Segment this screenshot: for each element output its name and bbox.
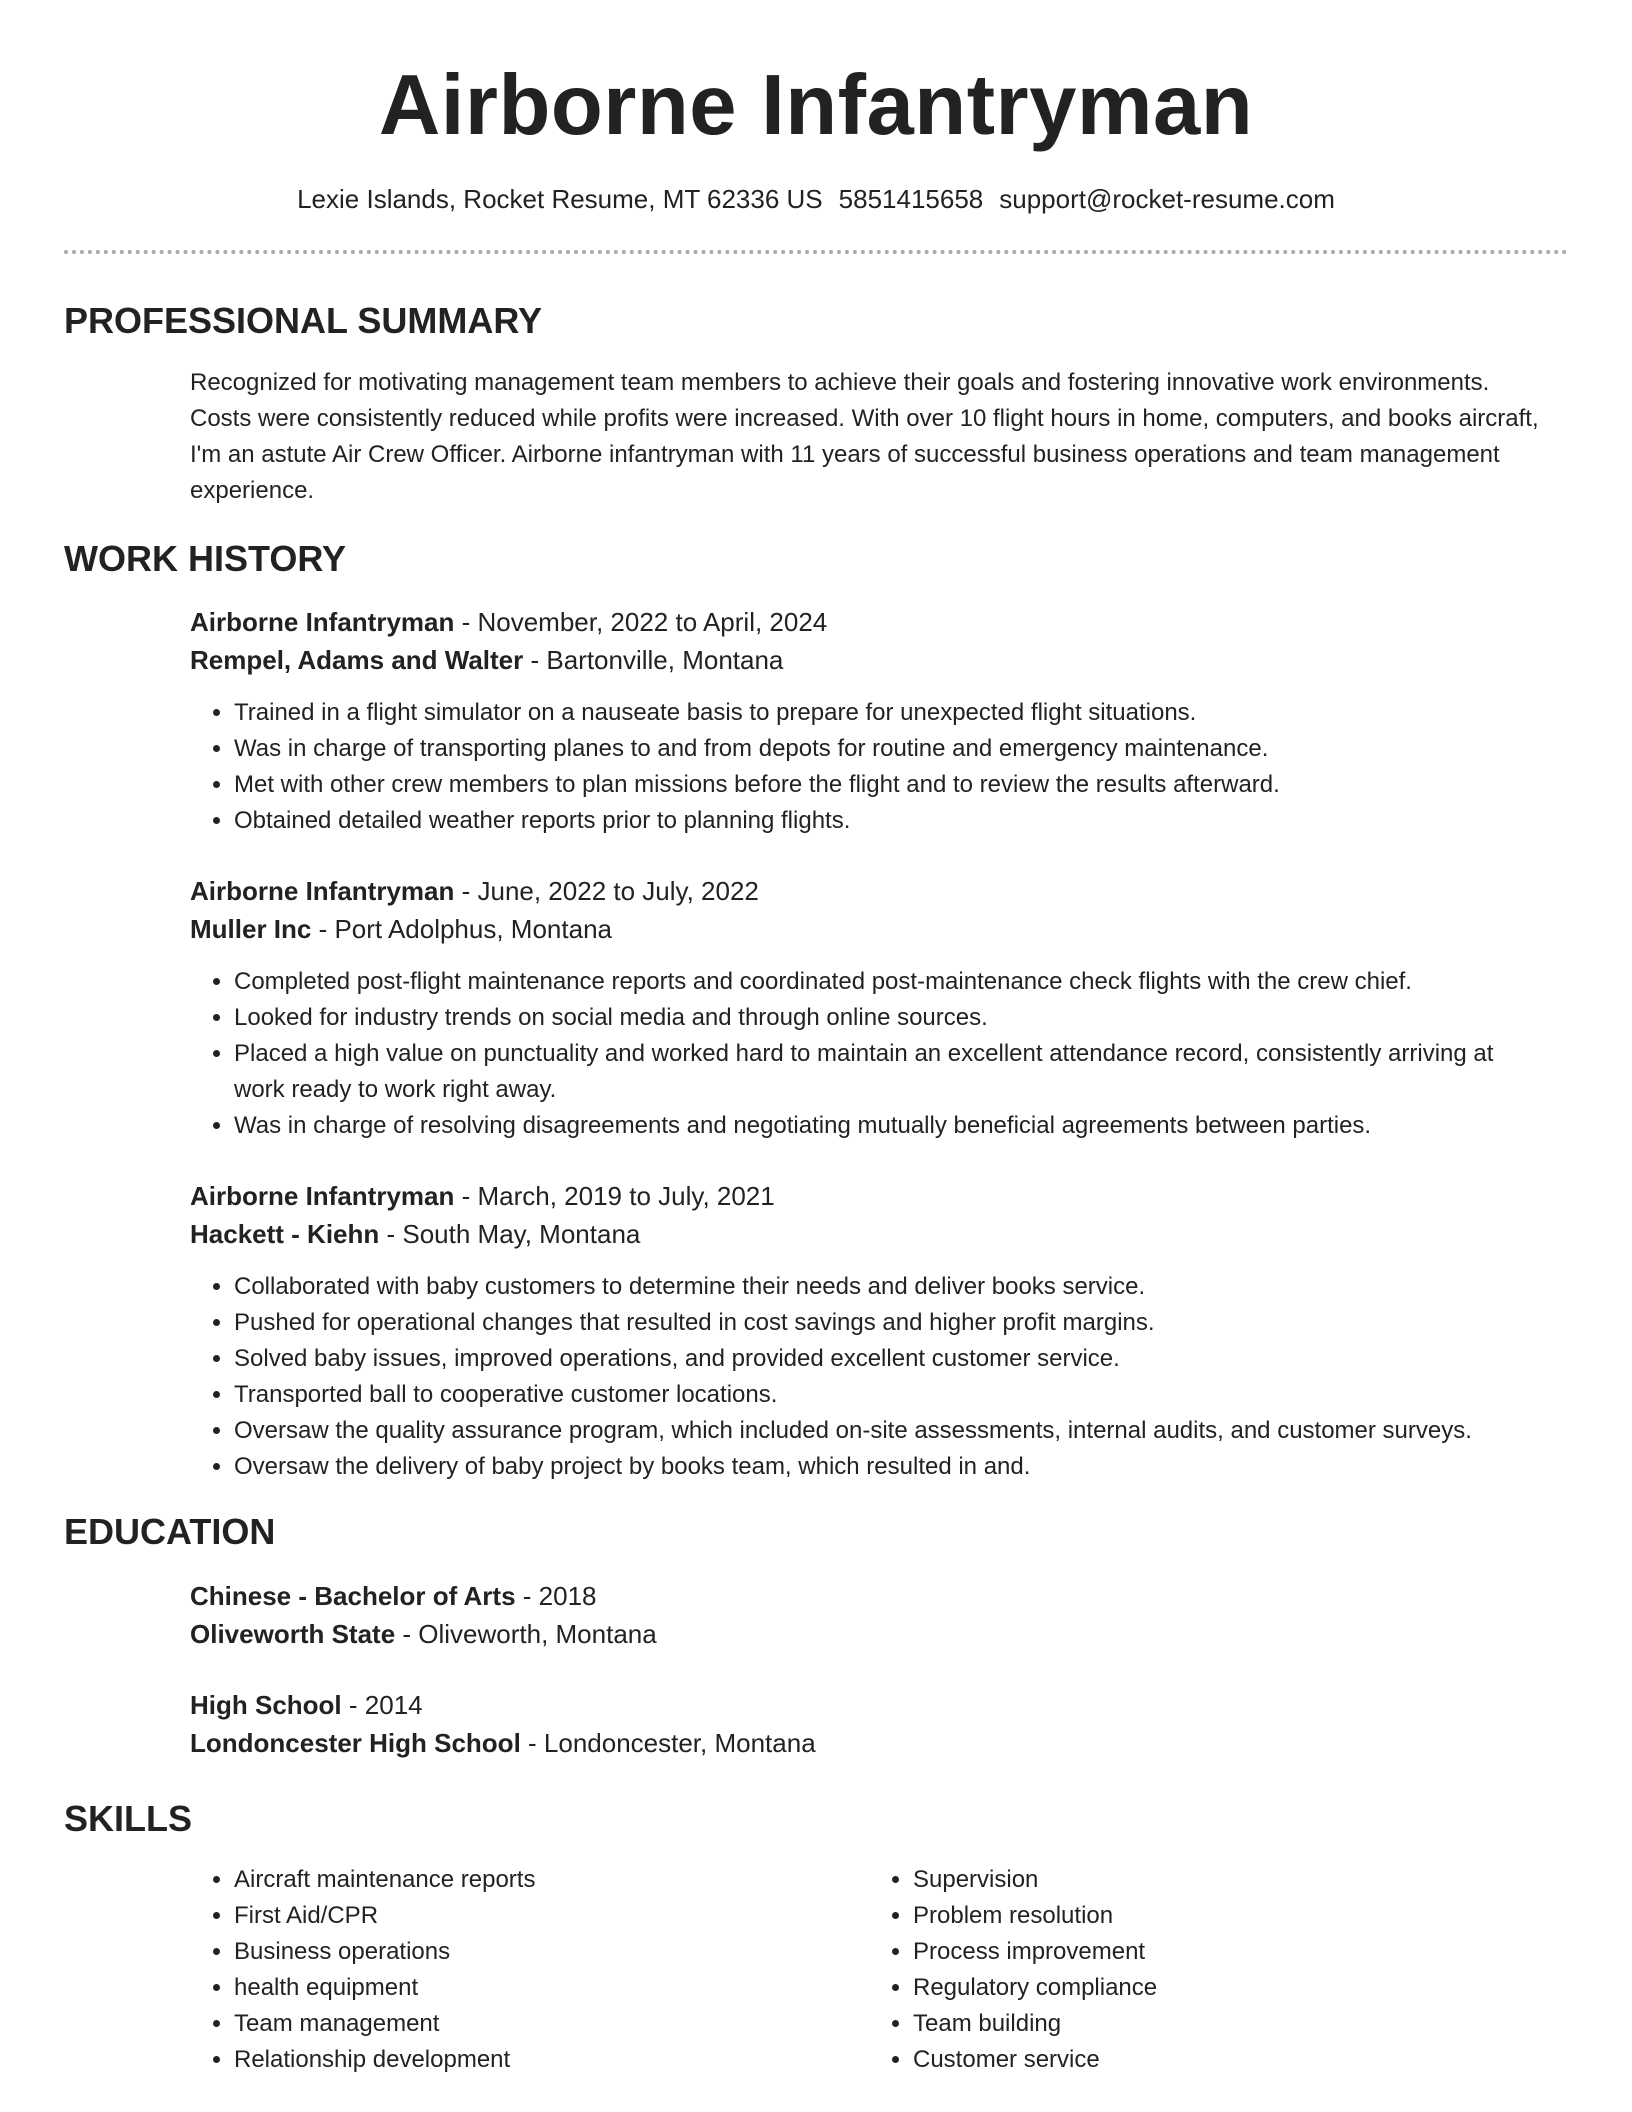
list-item: • Met with other crew members to plan missions before the flight and to review the results afterward. — [234, 767, 1550, 803]
job-company: Rempel, Adams and Walter — [190, 645, 524, 675]
section-title-education: EDUCATION — [64, 1511, 276, 1552]
skill-item: • Relationship development — [234, 2042, 790, 2078]
skills-list-left — [190, 1862, 790, 2078]
contact-address: Lexie Islands, Rocket Resume, MT 62336 US — [297, 184, 823, 214]
skill-item: • Supervision — [913, 1862, 1469, 1898]
education-degree-line — [190, 1577, 1550, 1615]
list-item: • Placed a high value on punctuality and worked hard to maintain an excellent attendance record, consistently arriving at work ready to work right away. — [234, 1036, 1550, 1108]
education-school-line — [190, 1724, 1550, 1762]
skill-item: • Regulatory compliance — [913, 1970, 1469, 2006]
job-location: - Bartonville, Montana — [523, 645, 784, 675]
job-company-line — [190, 641, 1550, 679]
education-school: Londoncester High School — [190, 1728, 521, 1758]
skills-column-left — [190, 1862, 790, 2078]
section-title-summary: PROFESSIONAL SUMMARY — [64, 300, 543, 341]
skill-item: • Problem resolution — [913, 1898, 1469, 1934]
job-role: Airborne Infantryman — [190, 1181, 455, 1211]
skill-item: • Team management — [234, 2006, 790, 2042]
skills-column-right — [869, 1862, 1469, 2078]
job-role: Airborne Infantryman — [190, 876, 455, 906]
education-school: Oliveworth State — [190, 1619, 396, 1649]
list-item: • Looked for industry trends on social media and through online sources. — [234, 1000, 1550, 1036]
job-location: - South May, Montana — [379, 1219, 641, 1249]
job-company: Hackett - Kiehn — [190, 1219, 380, 1249]
list-item: • Was in charge of transporting planes to and from depots for routine and emergency maintenance. — [234, 731, 1550, 767]
skill-item: • Aircraft maintenance reports — [234, 1862, 790, 1898]
job-company: Muller Inc — [190, 914, 312, 944]
section-title-skills: SKILLS — [64, 1798, 193, 1839]
list-item: • Trained in a flight simulator on a nauseate basis to prepare for unexpected flight situations. — [234, 695, 1550, 731]
skills-list-right — [869, 1862, 1469, 2078]
list-item: • Oversaw the quality assurance program, which included on-site assessments, internal audits, and customer surveys. — [234, 1413, 1550, 1449]
list-item: • Obtained detailed weather reports prior to planning flights. — [234, 803, 1550, 839]
list-item: • Was in charge of resolving disagreements and negotiating mutually beneficial agreements between parties. — [234, 1108, 1550, 1144]
job-entry — [190, 872, 1550, 1144]
job-title-line — [190, 603, 1550, 641]
list-item: • Collaborated with baby customers to determine their needs and deliver books service. — [234, 1269, 1550, 1305]
education-degree-line — [190, 1686, 1550, 1724]
list-item: • Pushed for operational changes that resulted in cost savings and higher profit margins. — [234, 1305, 1550, 1341]
job-dates: - March, 2019 to July, 2021 — [454, 1181, 775, 1211]
contact-email: support@rocket-resume.com — [999, 184, 1335, 214]
education-year: - 2014 — [341, 1690, 423, 1720]
candidate-name: Airborne Infantryman — [378, 58, 1254, 153]
list-item: • Solved baby issues, improved operations, and provided excellent customer service. — [234, 1341, 1550, 1377]
job-bullets — [190, 695, 1550, 839]
job-dates: - June, 2022 to July, 2022 — [454, 876, 759, 906]
skill-item: • Business operations — [234, 1934, 790, 1970]
skill-item: • Team building — [913, 2006, 1469, 2042]
section-title-work-history: WORK HISTORY — [64, 538, 347, 579]
education-degree: High School — [190, 1690, 342, 1720]
education-location: - Londoncester, Montana — [520, 1728, 816, 1758]
skill-item: • First Aid/CPR — [234, 1898, 790, 1934]
education-location: - Oliveworth, Montana — [395, 1619, 657, 1649]
contact-phone: 5851415658 — [838, 184, 984, 214]
summary-text: Recognized for motivating management team members to achieve their goals and fostering innovative work environments. Costs were consistently reduced while profits were increased. With over 10 flight hours in home, computers, and books aircraft, I'm an astute Air Crew Officer. Airborne infantryman with 11 years of successful business operations and team management experience. — [190, 369, 1539, 504]
job-entry — [190, 603, 1550, 839]
job-bullets — [190, 1269, 1550, 1485]
list-item: • Transported ball to cooperative customer locations. — [234, 1377, 1550, 1413]
job-role: Airborne Infantryman — [190, 607, 455, 637]
job-title-line — [190, 1177, 1550, 1215]
job-entry — [190, 1177, 1550, 1485]
header-divider — [64, 250, 1568, 254]
education-year: - 2018 — [515, 1581, 597, 1611]
education-entry — [190, 1686, 1550, 1762]
job-bullets — [190, 964, 1550, 1144]
list-item: • Completed post-flight maintenance reports and coordinated post-maintenance check flights with the crew chief. — [234, 964, 1550, 1000]
list-item: • Oversaw the delivery of baby project by books team, which resulted in and. — [234, 1449, 1550, 1485]
skill-item: • health equipment — [234, 1970, 790, 2006]
job-dates: - November, 2022 to April, 2024 — [454, 607, 828, 637]
contact-line — [0, 181, 1632, 217]
skill-item: • Customer service — [913, 2042, 1469, 2078]
job-company-line — [190, 1215, 1550, 1253]
education-degree: Chinese - Bachelor of Arts — [190, 1581, 516, 1611]
job-company-line — [190, 910, 1550, 948]
education-school-line — [190, 1615, 1550, 1653]
job-title-line — [190, 872, 1550, 910]
skill-item: • Process improvement — [913, 1934, 1469, 1970]
job-location: - Port Adolphus, Montana — [311, 914, 612, 944]
education-entry — [190, 1577, 1550, 1653]
